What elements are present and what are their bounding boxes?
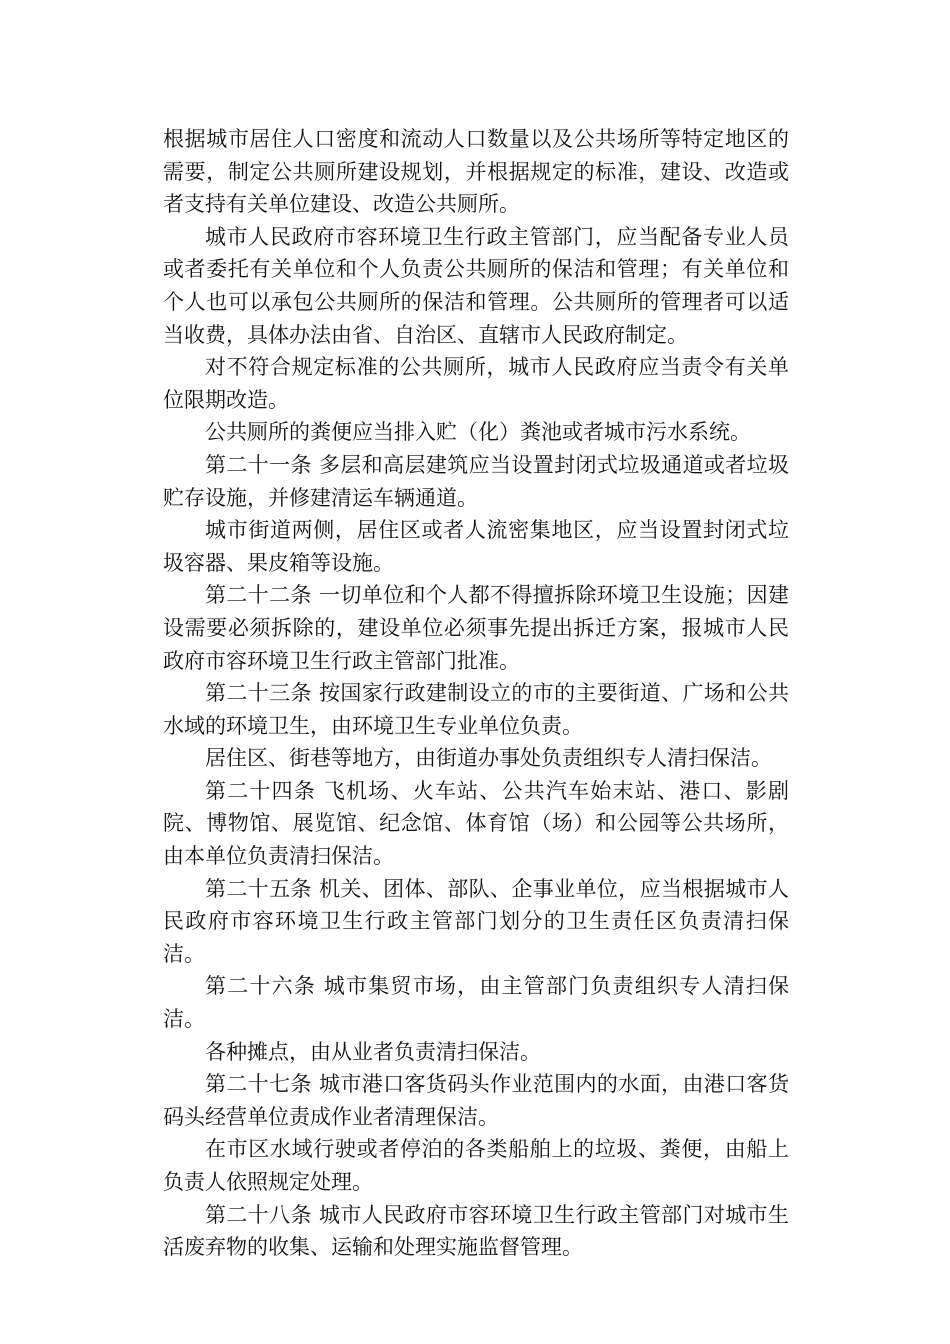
article-28: 第二十八条 城市人民政府市容环境卫生行政主管部门对城市生活废弃物的收集、运输和处理实施监督管理。 bbox=[163, 1202, 789, 1260]
paragraph-2: 城市人民政府市容环境卫生行政主管部门，应当配备专业人员或者委托有关单位和个人负责公共厕所的保洁和管理；有关单位和个人也可以承包公共厕所的保洁和管理。公共厕所的管理者可以适当收费，具体办法由省、自治区、直辖市人民政府制定。 bbox=[163, 224, 789, 347]
article-22: 第二十二条 一切单位和个人都不得擅拆除环境卫生设施；因建设需要必须拆除的，建设单位必须事先提出拆迁方案，报城市人民政府市容环境卫生行政主管部门批准。 bbox=[163, 583, 789, 673]
article-21: 第二十一条 多层和高层建筑应当设置封闭式垃圾通道或者垃圾贮存设施，并修建清运车辆通道。 bbox=[163, 452, 789, 510]
paragraph-13: 各种摊点，由从业者负责清扫保洁。 bbox=[205, 1039, 541, 1064]
paragraph-6: 城市街道两侧，居住区或者人流密集地区，应当设置封闭式垃圾容器、果皮箱等设施。 bbox=[163, 518, 789, 575]
article-23: 第二十三条 按国家行政建制设立的市的主要街道、广场和公共水域的环境卫生，由环境卫生专业单位负责。 bbox=[163, 681, 789, 738]
article-27: 第二十七条 城市港口客货码头作业范围内的水面，由港口客货码头经营单位责成作业者清理保洁。 bbox=[163, 1072, 789, 1129]
article-26: 第二十六条 城市集贸市场，由主管部门负责组织专人清扫保洁。 bbox=[163, 974, 789, 1032]
article-25: 第二十五条 机关、团体、部队、企事业单位，应当根据城市人民政府市容环境卫生行政主管部门划分的卫生责任区负责清扫保洁。 bbox=[163, 876, 789, 966]
paragraph-3: 对不符合规定标准的公共厕所，城市人民政府应当责令有关单位限期改造。 bbox=[163, 355, 789, 412]
paragraph-1: 根据城市居住人口密度和流动人口数量以及公共场所等特定地区的需要，制定公共厕所建设规划，并根据规定的标准，建设、改造或者支持有关单位建设、改造公共厕所。 bbox=[163, 127, 789, 217]
paragraph-15: 在市区水域行驶或者停泊的各类船舶上的垃圾、粪便，由船上负责人依照规定处理。 bbox=[163, 1137, 789, 1194]
article-24: 第二十四条 飞机场、火车站、公共汽车始末站、港口、影剧院、博物馆、展览馆、纪念馆、体育馆（场）和公园等公共场所，由本单位负责清扫保洁。 bbox=[163, 778, 789, 869]
paragraph-9: 居住区、街巷等地方，由街道办事处负责组织专人清扫保洁。 bbox=[205, 746, 772, 771]
document-page bbox=[163, 123, 789, 1264]
paragraph-4: 公共厕所的粪便应当排入贮（化）粪池或者城市污水系统。 bbox=[205, 420, 751, 445]
